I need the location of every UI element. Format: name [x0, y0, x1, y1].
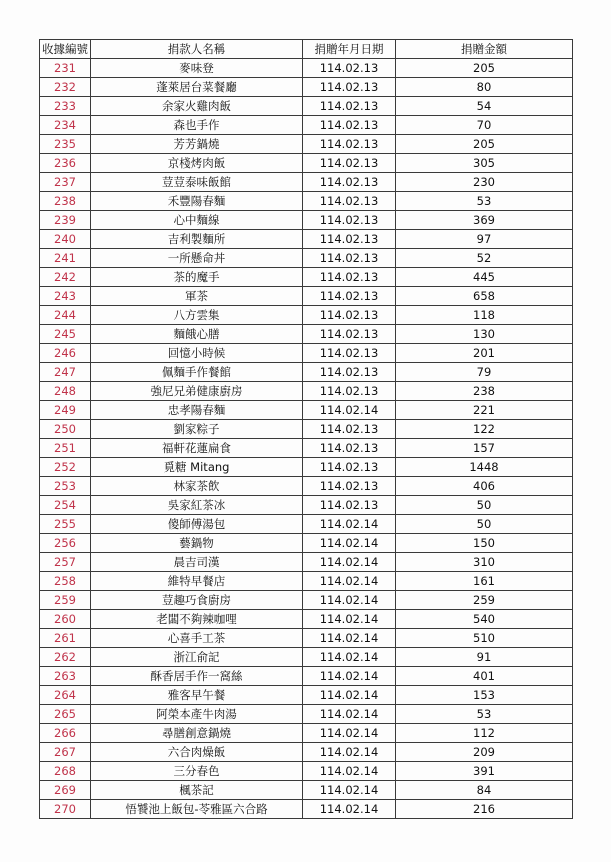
receipt-number-cell: 252	[40, 458, 91, 477]
donation-date-cell: 114.02.13	[303, 59, 396, 78]
donation-amount-cell: 209	[396, 743, 573, 762]
receipt-number-cell: 261	[40, 629, 91, 648]
table-row	[40, 154, 573, 173]
donation-amount-cell: 445	[396, 268, 573, 287]
receipt-number-cell: 248	[40, 382, 91, 401]
donation-amount-cell: 153	[396, 686, 573, 705]
table-row	[40, 705, 573, 724]
receipt-number-cell: 250	[40, 420, 91, 439]
header-receipt-number: 收據編號	[40, 40, 91, 59]
donation-date-cell: 114.02.14	[303, 401, 396, 420]
donation-amount-cell: 52	[396, 249, 573, 268]
table-row	[40, 553, 573, 572]
table-row	[40, 59, 573, 78]
donor-name-cell: 禾豐陽春麵	[91, 192, 303, 211]
donor-name-cell: 林家茶飲	[91, 477, 303, 496]
table-row	[40, 97, 573, 116]
donation-amount-cell: 50	[396, 515, 573, 534]
table-row	[40, 287, 573, 306]
donor-name-cell: 六合肉燥飯	[91, 743, 303, 762]
receipt-number-cell: 265	[40, 705, 91, 724]
donation-date-cell: 114.02.14	[303, 724, 396, 743]
donor-name-cell: 雅客早午餐	[91, 686, 303, 705]
donor-name-cell: 晨吉司漢	[91, 553, 303, 572]
donor-name-cell: 茶的魔手	[91, 268, 303, 287]
donation-amount-cell: 201	[396, 344, 573, 363]
donor-name-cell: 麥味登	[91, 59, 303, 78]
donation-date-cell: 114.02.14	[303, 667, 396, 686]
donation-amount-cell: 406	[396, 477, 573, 496]
donation-date-cell: 114.02.14	[303, 515, 396, 534]
table-row	[40, 496, 573, 515]
donation-amount-cell: 53	[396, 192, 573, 211]
donation-amount-cell: 658	[396, 287, 573, 306]
donor-name-cell: 八方雲集	[91, 306, 303, 325]
donation-amount-cell: 540	[396, 610, 573, 629]
receipt-number-cell: 254	[40, 496, 91, 515]
donation-amount-cell: 205	[396, 59, 573, 78]
donor-name-cell: 三分春色	[91, 762, 303, 781]
receipt-number-cell: 258	[40, 572, 91, 591]
receipt-number-cell: 260	[40, 610, 91, 629]
receipt-number-cell: 244	[40, 306, 91, 325]
table-row	[40, 135, 573, 154]
donation-date-cell: 114.02.13	[303, 97, 396, 116]
donation-date-cell: 114.02.14	[303, 648, 396, 667]
receipt-number-cell: 239	[40, 211, 91, 230]
donation-date-cell: 114.02.14	[303, 686, 396, 705]
donation-amount-cell: 230	[396, 173, 573, 192]
receipt-number-cell: 247	[40, 363, 91, 382]
donation-amount-cell: 161	[396, 572, 573, 591]
table-row	[40, 116, 573, 135]
receipt-number-cell: 234	[40, 116, 91, 135]
header-donor-name: 捐款人名稱	[91, 40, 303, 59]
donation-date-cell: 114.02.13	[303, 420, 396, 439]
donation-date-cell: 114.02.14	[303, 572, 396, 591]
receipt-number-cell: 259	[40, 591, 91, 610]
receipt-number-cell: 266	[40, 724, 91, 743]
receipt-number-cell: 238	[40, 192, 91, 211]
table-row	[40, 306, 573, 325]
donor-name-cell: 心中麵線	[91, 211, 303, 230]
donation-amount-cell: 1448	[396, 458, 573, 477]
table-row	[40, 515, 573, 534]
table-row	[40, 743, 573, 762]
receipt-number-cell: 249	[40, 401, 91, 420]
donation-amount-cell: 112	[396, 724, 573, 743]
table-row	[40, 325, 573, 344]
donation-amount-cell: 369	[396, 211, 573, 230]
donation-table	[39, 39, 573, 819]
donor-name-cell: 蓬萊居台菜餐廳	[91, 78, 303, 97]
donor-name-cell: 忠孝陽春麵	[91, 401, 303, 420]
receipt-number-cell: 243	[40, 287, 91, 306]
table-row	[40, 762, 573, 781]
table-body	[40, 59, 573, 819]
table-row	[40, 648, 573, 667]
donor-name-cell: 阿榮本產牛肉湯	[91, 705, 303, 724]
header-row	[40, 40, 573, 59]
donation-amount-cell: 91	[396, 648, 573, 667]
receipt-number-cell: 251	[40, 439, 91, 458]
receipt-number-cell: 231	[40, 59, 91, 78]
table-row	[40, 192, 573, 211]
receipt-number-cell: 240	[40, 230, 91, 249]
donation-amount-cell: 122	[396, 420, 573, 439]
donation-amount-cell: 118	[396, 306, 573, 325]
donor-name-cell: 芳芳鍋燒	[91, 135, 303, 154]
donation-date-cell: 114.02.13	[303, 287, 396, 306]
donor-name-cell: 回憶小時候	[91, 344, 303, 363]
header-donation-amount: 捐贈金額	[396, 40, 573, 59]
receipt-number-cell: 255	[40, 515, 91, 534]
donation-date-cell: 114.02.13	[303, 78, 396, 97]
donation-amount-cell: 79	[396, 363, 573, 382]
donor-name-cell: 楓茶記	[91, 781, 303, 800]
donation-amount-cell: 54	[396, 97, 573, 116]
receipt-number-cell: 233	[40, 97, 91, 116]
donor-name-cell: 福軒花蓮扁食	[91, 439, 303, 458]
donor-name-cell: 心喜手工茶	[91, 629, 303, 648]
donation-amount-cell: 310	[396, 553, 573, 572]
donation-date-cell: 114.02.14	[303, 800, 396, 819]
donation-amount-cell: 305	[396, 154, 573, 173]
receipt-number-cell: 232	[40, 78, 91, 97]
receipt-number-cell: 253	[40, 477, 91, 496]
receipt-number-cell: 256	[40, 534, 91, 553]
table-row	[40, 477, 573, 496]
donation-amount-cell: 157	[396, 439, 573, 458]
donor-name-cell: 佩麵手作餐館	[91, 363, 303, 382]
donation-date-cell: 114.02.13	[303, 211, 396, 230]
donation-date-cell: 114.02.14	[303, 743, 396, 762]
donor-name-cell: 荳趣巧食廚房	[91, 591, 303, 610]
table-row	[40, 610, 573, 629]
donation-amount-cell: 401	[396, 667, 573, 686]
donation-date-cell: 114.02.14	[303, 705, 396, 724]
donation-amount-cell: 97	[396, 230, 573, 249]
donation-date-cell: 114.02.14	[303, 629, 396, 648]
donation-date-cell: 114.02.14	[303, 781, 396, 800]
table-row	[40, 534, 573, 553]
receipt-number-cell: 241	[40, 249, 91, 268]
receipt-number-cell: 242	[40, 268, 91, 287]
donation-date-cell: 114.02.13	[303, 325, 396, 344]
table-header	[40, 40, 573, 59]
donor-name-cell: 老闆不夠辣咖哩	[91, 610, 303, 629]
receipt-number-cell: 264	[40, 686, 91, 705]
table-row	[40, 363, 573, 382]
donor-name-cell: 悟饕池上飯包-苓雅區六合路	[91, 800, 303, 819]
donation-date-cell: 114.02.13	[303, 439, 396, 458]
receipt-number-cell: 268	[40, 762, 91, 781]
donation-amount-cell: 70	[396, 116, 573, 135]
receipt-number-cell: 262	[40, 648, 91, 667]
table-row	[40, 629, 573, 648]
table-row	[40, 249, 573, 268]
donation-date-cell: 114.02.13	[303, 306, 396, 325]
table-row	[40, 686, 573, 705]
donation-date-cell: 114.02.14	[303, 591, 396, 610]
donation-date-cell: 114.02.13	[303, 477, 396, 496]
donor-name-cell: 維特早餐店	[91, 572, 303, 591]
donation-amount-cell: 205	[396, 135, 573, 154]
donor-name-cell: 尋膳創意鍋燒	[91, 724, 303, 743]
table-row	[40, 572, 573, 591]
donation-date-cell: 114.02.13	[303, 496, 396, 515]
table-row	[40, 667, 573, 686]
donor-name-cell: 余家火雞肉飯	[91, 97, 303, 116]
donor-name-cell: 劉家粽子	[91, 420, 303, 439]
donation-date-cell: 114.02.13	[303, 268, 396, 287]
donation-amount-cell: 130	[396, 325, 573, 344]
table-row	[40, 458, 573, 477]
donation-amount-cell: 84	[396, 781, 573, 800]
donation-date-cell: 114.02.13	[303, 382, 396, 401]
donor-name-cell: 傻師傅湯包	[91, 515, 303, 534]
table-row	[40, 344, 573, 363]
table-row	[40, 211, 573, 230]
table-row	[40, 382, 573, 401]
receipt-number-cell: 270	[40, 800, 91, 819]
donation-amount-cell: 53	[396, 705, 573, 724]
donation-amount-cell: 391	[396, 762, 573, 781]
donation-amount-cell: 221	[396, 401, 573, 420]
donation-date-cell: 114.02.14	[303, 553, 396, 572]
donor-name-cell: 京棧烤肉飯	[91, 154, 303, 173]
donation-amount-cell: 510	[396, 629, 573, 648]
donation-amount-cell: 259	[396, 591, 573, 610]
table-row	[40, 781, 573, 800]
donation-date-cell: 114.02.14	[303, 610, 396, 629]
receipt-number-cell: 267	[40, 743, 91, 762]
table-row	[40, 420, 573, 439]
donation-date-cell: 114.02.13	[303, 230, 396, 249]
donor-name-cell: 強尼兄弟健康廚房	[91, 382, 303, 401]
table-row	[40, 800, 573, 819]
donor-name-cell: 森也手作	[91, 116, 303, 135]
donation-date-cell: 114.02.13	[303, 192, 396, 211]
donation-date-cell: 114.02.14	[303, 762, 396, 781]
donation-date-cell: 114.02.13	[303, 458, 396, 477]
table-row	[40, 78, 573, 97]
receipt-number-cell: 245	[40, 325, 91, 344]
table-row	[40, 173, 573, 192]
donation-date-cell: 114.02.13	[303, 344, 396, 363]
donation-date-cell: 114.02.13	[303, 249, 396, 268]
table-row	[40, 230, 573, 249]
receipt-number-cell: 263	[40, 667, 91, 686]
donation-amount-cell: 50	[396, 496, 573, 515]
donor-name-cell: 藝鍋物	[91, 534, 303, 553]
donor-name-cell: 覓糖 Mitang	[91, 458, 303, 477]
donor-name-cell: 酥香居手作一窩絲	[91, 667, 303, 686]
donor-name-cell: 荳荳泰味飯館	[91, 173, 303, 192]
donor-name-cell: 軍茶	[91, 287, 303, 306]
receipt-number-cell: 269	[40, 781, 91, 800]
donation-date-cell: 114.02.13	[303, 135, 396, 154]
donation-amount-cell: 150	[396, 534, 573, 553]
donation-amount-cell: 238	[396, 382, 573, 401]
receipt-number-cell: 236	[40, 154, 91, 173]
donor-name-cell: 吉利製麵所	[91, 230, 303, 249]
table-row	[40, 268, 573, 287]
table-row	[40, 724, 573, 743]
donation-date-cell: 114.02.13	[303, 154, 396, 173]
donor-name-cell: 浙江俞記	[91, 648, 303, 667]
table-row	[40, 439, 573, 458]
donation-date-cell: 114.02.13	[303, 173, 396, 192]
table-row	[40, 591, 573, 610]
receipt-number-cell: 257	[40, 553, 91, 572]
donation-amount-cell: 80	[396, 78, 573, 97]
donation-date-cell: 114.02.13	[303, 116, 396, 135]
donation-date-cell: 114.02.13	[303, 363, 396, 382]
donation-date-cell: 114.02.14	[303, 534, 396, 553]
receipt-number-cell: 246	[40, 344, 91, 363]
header-donation-date: 捐贈年月日期	[303, 40, 396, 59]
receipt-number-cell: 235	[40, 135, 91, 154]
donation-amount-cell: 216	[396, 800, 573, 819]
donor-name-cell: 麵餓心膳	[91, 325, 303, 344]
donor-name-cell: 吳家紅茶冰	[91, 496, 303, 515]
donor-name-cell: 一所懸命丼	[91, 249, 303, 268]
table-row	[40, 401, 573, 420]
receipt-number-cell: 237	[40, 173, 91, 192]
